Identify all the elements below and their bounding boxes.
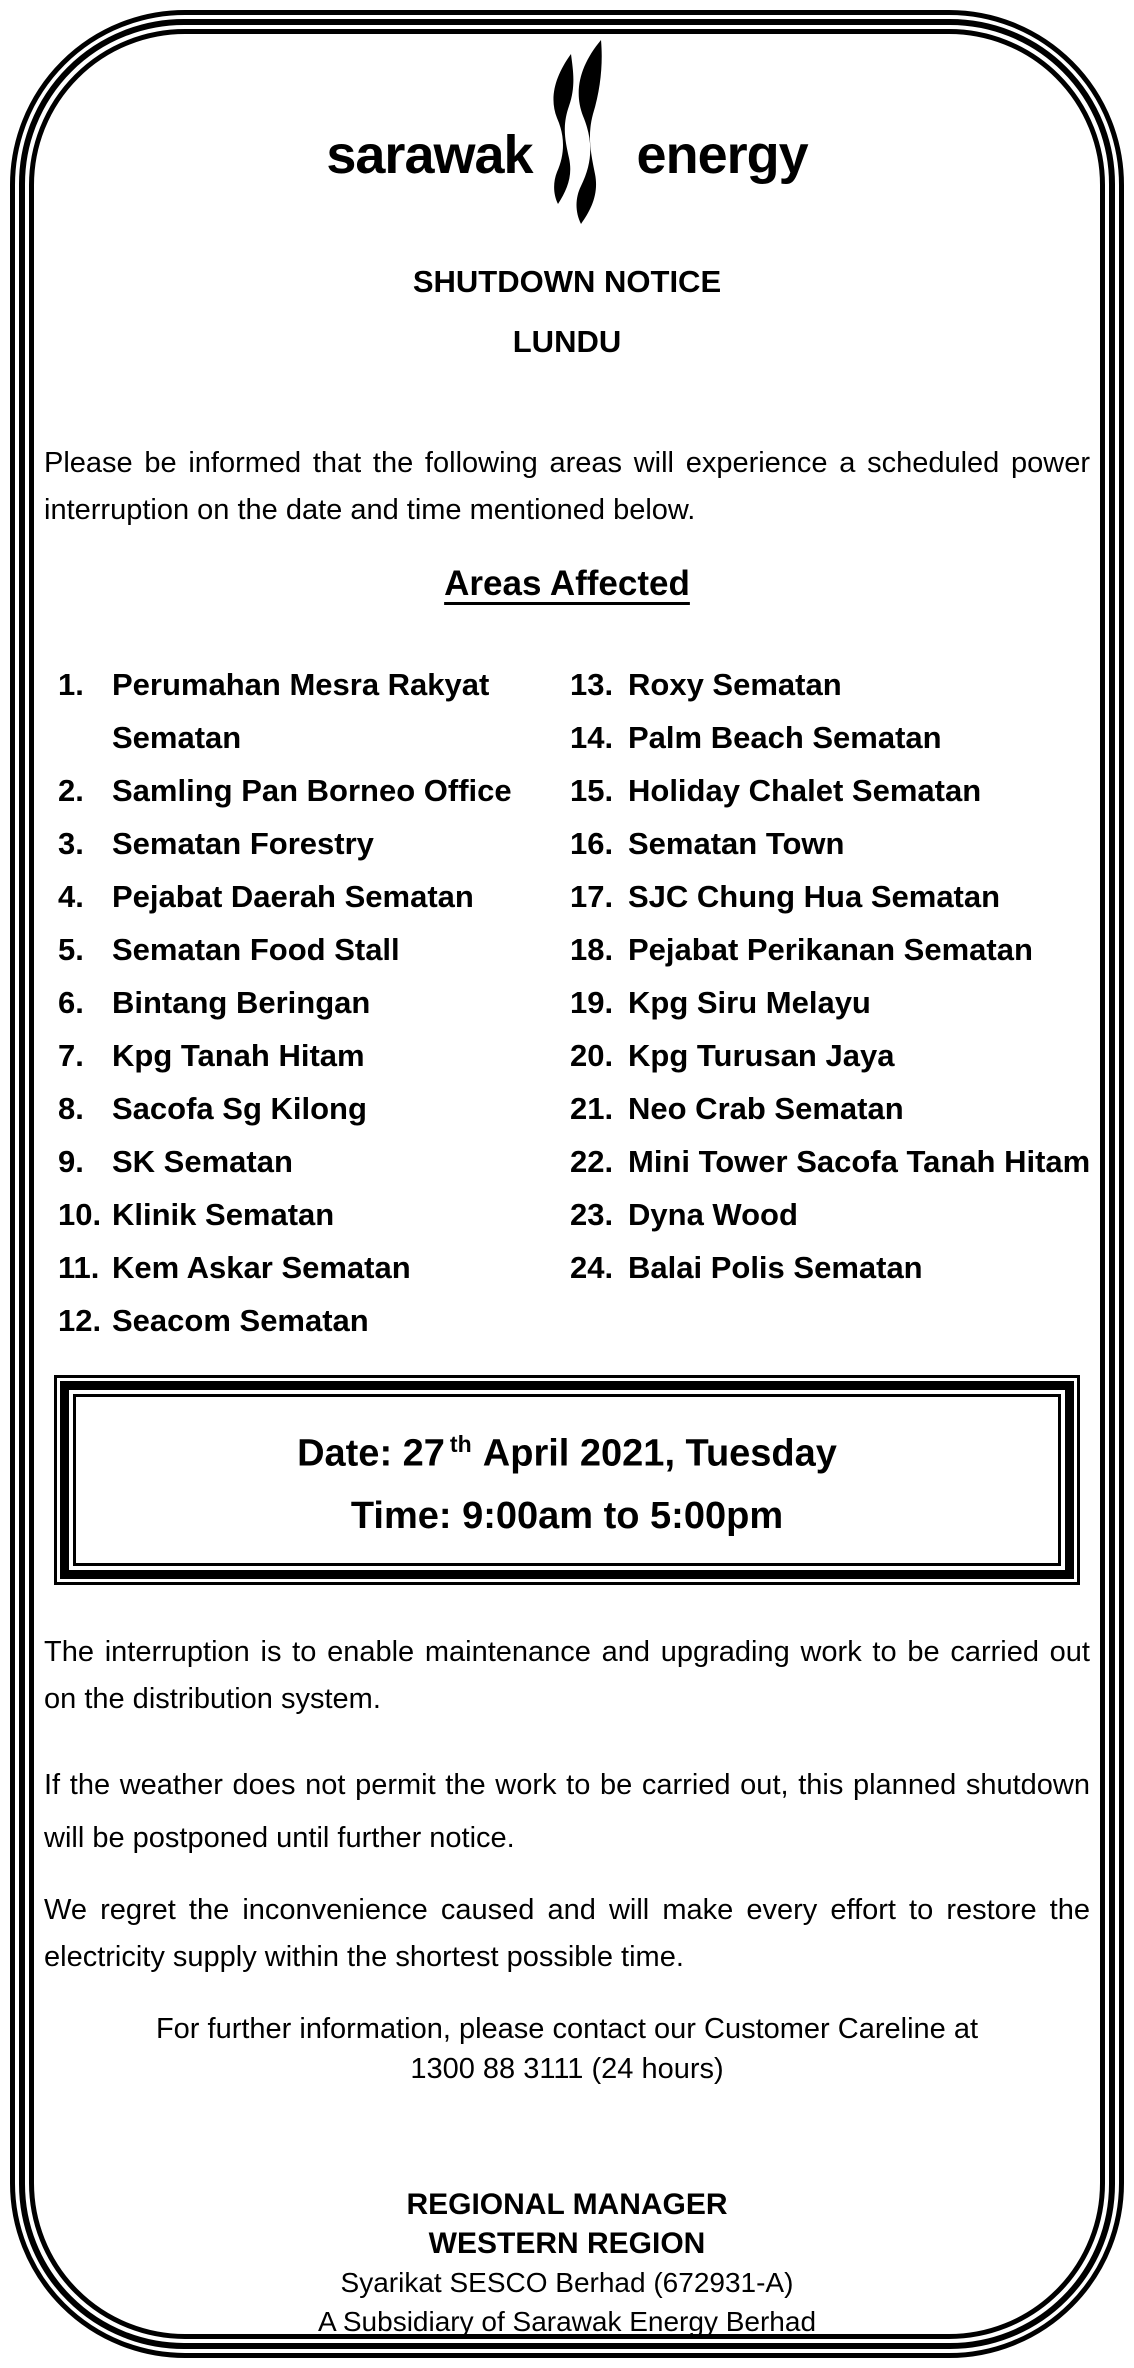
careline-info <box>44 2009 1090 2089</box>
schedule-date <box>86 1413 1048 1485</box>
schedule-box-mid-border <box>60 1381 1074 1579</box>
list-item <box>570 711 1134 764</box>
areas-column-right <box>570 658 1134 1347</box>
careline-text: For further information, please contact our Customer Careline at <box>155 2012 979 2045</box>
list-item-label: Palm Beach Sematan <box>628 720 942 755</box>
list-item-number: 1. <box>58 667 84 702</box>
areas-affected-heading: Areas Affected <box>444 564 690 603</box>
list-item-label: Pejabat Daerah Sematan <box>112 879 474 914</box>
list-item-number: 14. <box>570 720 614 755</box>
list-item <box>570 1135 1134 1188</box>
list-item-number: 19. <box>570 985 614 1020</box>
list-item-number: 8. <box>58 1091 84 1126</box>
list-item <box>570 817 1134 870</box>
list-item-number: 9. <box>58 1144 84 1179</box>
signature-region: WESTERN REGION <box>428 2226 706 2260</box>
flame-icon <box>533 38 637 228</box>
list-item-label: Neo Crab Sematan <box>628 1091 904 1126</box>
list-item <box>570 976 1134 1029</box>
list-item-number: 10. <box>58 1197 102 1232</box>
list-item <box>570 1029 1134 1082</box>
list-item-number: 12. <box>58 1303 102 1338</box>
list-item-label: Dyna Wood <box>628 1197 798 1232</box>
logo-text-energy: energy <box>636 125 808 185</box>
areas-list <box>44 658 1090 1347</box>
list-item-label: Roxy Sematan <box>628 667 842 702</box>
list-item-label: Balai Polis Sematan <box>628 1250 923 1285</box>
list-item-label: Kpg Turusan Jaya <box>628 1038 895 1073</box>
list-item <box>570 658 1134 711</box>
schedule-date-suffix: April 2021, Tuesday <box>473 1432 837 1475</box>
regret-paragraph: We regret the inconvenience caused and will make every effort to restore the electricity supply within the shortest possible time. <box>44 1893 1090 1973</box>
notice-content <box>44 0 1090 2341</box>
schedule-box <box>54 1375 1080 1585</box>
list-item-number: 4. <box>58 879 84 914</box>
notice-title: SHUTDOWN NOTICE <box>412 264 722 299</box>
schedule-date-ordinal: th <box>449 1431 472 1457</box>
list-item-number: 7. <box>58 1038 84 1073</box>
logo-text-sarawak: sarawak <box>326 125 533 185</box>
intro-paragraph: Please be informed that the following areas will experience a scheduled power interruption on the date and time mentioned below. <box>44 447 1090 526</box>
list-item-label: Sematan Food Stall <box>112 932 400 967</box>
list-item-number: 15. <box>570 773 614 808</box>
list-item <box>570 1082 1134 1135</box>
list-item-label: Pejabat Perikanan Sematan <box>628 932 1033 967</box>
list-item-label: Seacom Sematan <box>112 1303 369 1338</box>
list-item-label: Samling Pan Borneo Office <box>112 773 512 808</box>
list-item-number: 3. <box>58 826 84 861</box>
list-item-number: 17. <box>570 879 614 914</box>
notice-location: LUNDU <box>512 324 622 359</box>
list-item-number: 5. <box>58 932 84 967</box>
list-item-label: Sematan Forestry <box>112 826 374 861</box>
signature-block <box>44 2185 1090 2341</box>
list-item-number: 18. <box>570 932 614 967</box>
sarawak-energy-logo <box>44 38 1090 228</box>
list-item-label: Kpg Siru Melayu <box>628 985 871 1020</box>
list-item <box>58 870 560 923</box>
list-item <box>570 1241 1134 1294</box>
list-item <box>58 1188 560 1241</box>
list-item-label: Klinik Sematan <box>112 1197 335 1232</box>
list-item-number: 23. <box>570 1197 614 1232</box>
list-item <box>58 1029 560 1082</box>
list-item-label: Perumahan Mesra Rakyat Sematan <box>112 667 490 755</box>
weather-paragraph: If the weather does not permit the work to be carried out, this planned shutdown will be postponed until further notice. <box>44 1768 1090 1854</box>
list-item-number: 2. <box>58 773 84 808</box>
list-item-number: 16. <box>570 826 614 861</box>
list-item <box>58 923 560 976</box>
list-item-number: 22. <box>570 1144 614 1179</box>
schedule-time: Time: 9:00am to 5:00pm <box>350 1494 784 1537</box>
list-item-number: 6. <box>58 985 84 1020</box>
list-item-label: Sematan Town <box>628 826 845 861</box>
list-item-label: Kem Askar Sematan <box>112 1250 411 1285</box>
list-item-label: SK Sematan <box>112 1144 293 1179</box>
list-item <box>58 817 560 870</box>
list-item-number: 13. <box>570 667 614 702</box>
schedule-box-inner <box>73 1394 1061 1566</box>
list-item <box>58 764 560 817</box>
signature-role: REGIONAL MANAGER <box>406 2187 728 2221</box>
list-item <box>58 1082 560 1135</box>
list-item <box>570 764 1134 817</box>
list-item <box>58 976 560 1029</box>
list-item <box>570 1188 1134 1241</box>
list-item-label: SJC Chung Hua Sematan <box>628 879 1001 914</box>
areas-column-left <box>58 658 560 1347</box>
schedule-date-prefix: Date: 27 <box>297 1432 445 1475</box>
list-item-number: 20. <box>570 1038 614 1073</box>
list-item-label: Sacofa Sg Kilong <box>112 1091 367 1126</box>
list-item <box>570 923 1134 976</box>
list-item-label: Bintang Beringan <box>112 985 371 1020</box>
maintenance-paragraph: The interruption is to enable maintenance and upgrading work to be carried out on the distribution system. <box>44 1635 1090 1715</box>
list-item <box>58 1294 560 1347</box>
list-item-number: 24. <box>570 1250 614 1285</box>
list-item-label: Kpg Tanah Hitam <box>112 1038 365 1073</box>
list-item <box>58 1241 560 1294</box>
careline-number: 1300 88 3111 (24 hours) <box>410 2052 724 2085</box>
list-item <box>570 870 1134 923</box>
list-item <box>58 658 560 764</box>
list-item <box>58 1135 560 1188</box>
list-item-number: 11. <box>58 1250 100 1285</box>
company-subsidiary: A Subsidiary of Sarawak Energy Berhad <box>317 2305 817 2337</box>
company-name: Syarikat SESCO Berhad (672931-A) <box>340 2266 794 2298</box>
list-item-number: 21. <box>570 1091 614 1126</box>
list-item-label: Holiday Chalet Sematan <box>628 773 982 808</box>
list-item-label: Mini Tower Sacofa Tanah Hitam <box>628 1144 1091 1179</box>
